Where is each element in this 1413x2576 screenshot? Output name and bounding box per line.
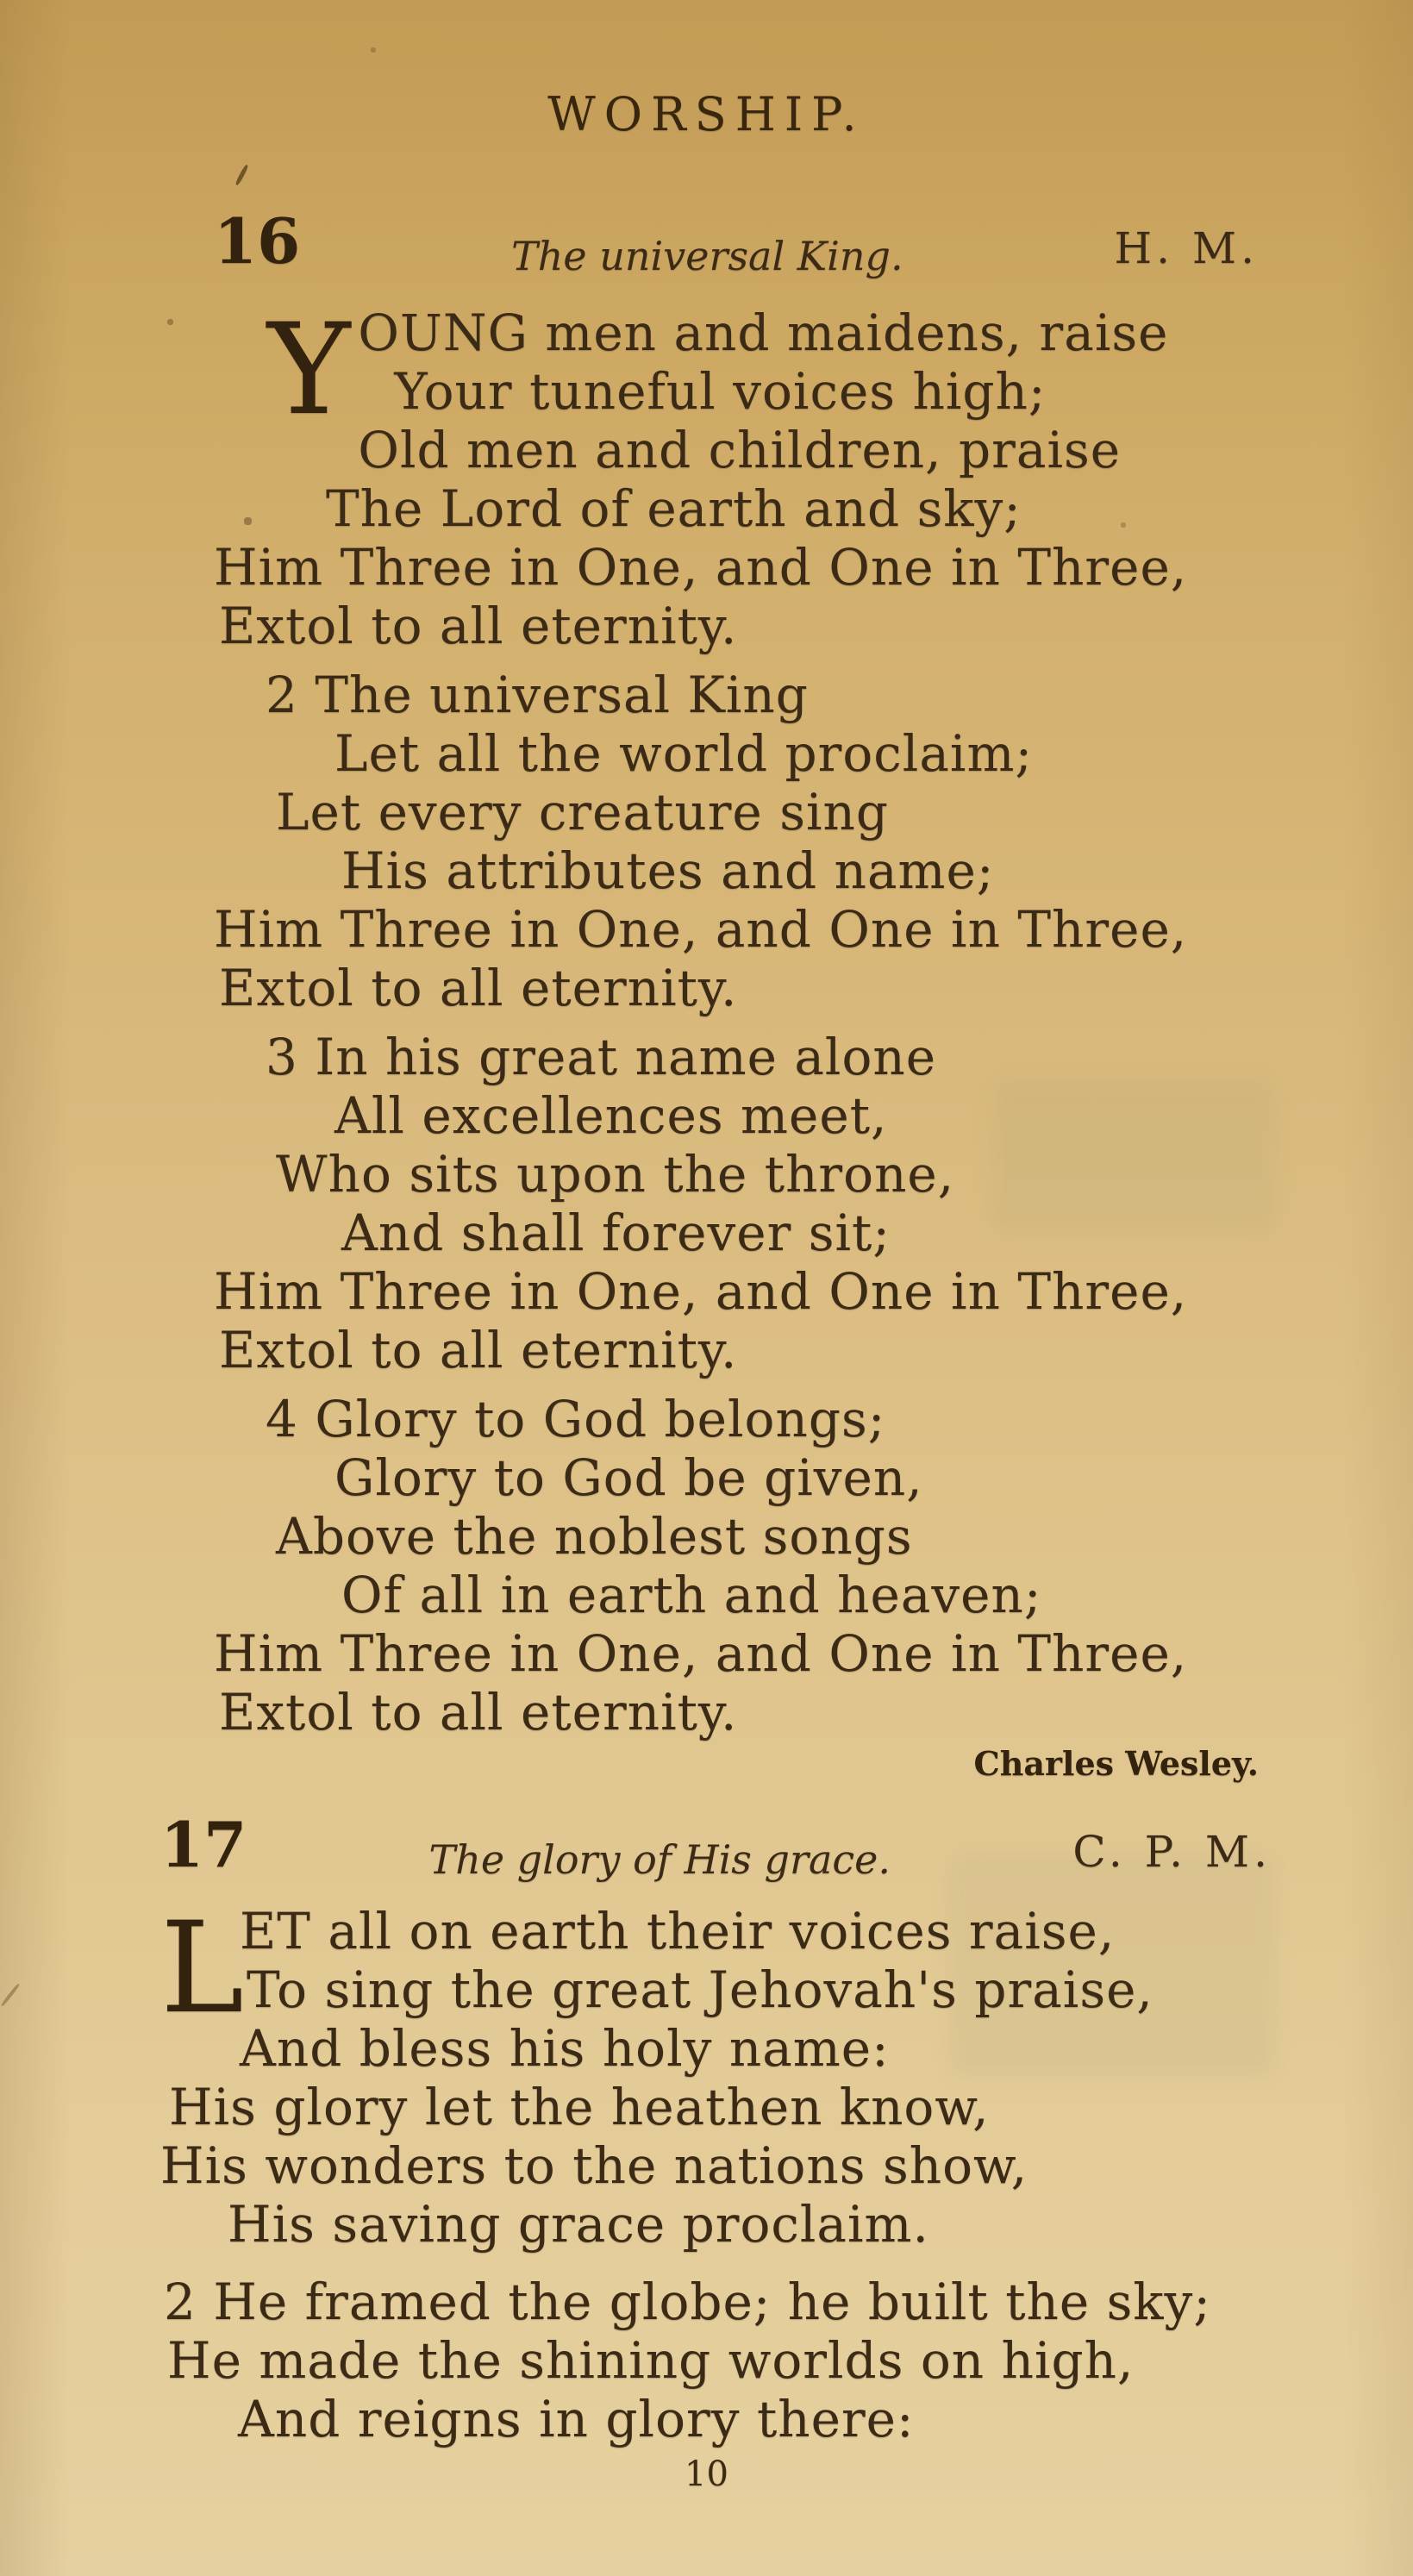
hymn-16-verse-4 [214,1390,1259,1741]
paper-speck [371,47,376,53]
verse-line: Old men and children, praise [358,421,1122,479]
verse-line: Him Three in One, and One in Three, [214,1262,1188,1321]
verse-line: Let all the world proclaim; [334,724,1033,783]
verse-line: Of all in earth and heaven; [341,1566,1042,1624]
verse-line: Extol to all eternity. [219,597,738,655]
verse-line: 4 Glory to God belongs; [266,1390,886,1448]
hymn-16-verse-1 [214,297,1259,655]
verse-line: Above the noblest songs [276,1507,913,1566]
hymn-16 [0,204,1413,1783]
verse-line: His wonders to the nations show, [160,2136,1028,2195]
page-number: 10 [685,2454,728,2494]
hymn-16-verse-2 [214,666,1259,1017]
verse-line: Let every creature sing [276,783,889,841]
verse-line: 3 In his great name alone [266,1028,937,1086]
verse-line: Extol to all eternity. [219,1321,738,1379]
hymn-attribution: Charles Wesley. [973,1744,1259,1783]
hymn-16-verse-3 [214,1028,1259,1379]
verse-line: Extol to all eternity. [219,1683,738,1741]
verse-line: 2 He framed the globe; he built the sky; [164,2273,1211,2331]
dropcap-initial: Y [267,297,352,443]
verse-line: All excellences meet, [334,1086,888,1145]
verse-line: His glory let the heathen know, [169,2078,990,2136]
verse-line: 2 The universal King [266,666,809,724]
verse-line: His attributes and name; [341,841,995,900]
verse-line: And shall forever sit; [341,1204,891,1262]
hymn-title: The glory of His grace. [428,1836,891,1883]
dropcap-initial: L [160,1895,245,2041]
hymn-17-verse-1 [160,1895,1272,2254]
verse-line: He made the shining worlds on high, [167,2331,1135,2390]
ink-stain-mark [234,164,249,185]
verse-line: His saving grace proclaim. [228,2195,929,2254]
verse-line: The Lord of earth and sky; [326,479,1022,538]
verse-line: And bless his holy name: [239,2019,890,2078]
hymn-meter-label: H. M. [1114,223,1259,273]
hymn-number: 17 [160,1808,247,1881]
verse-line: Him Three in One, and One in Three, [214,538,1188,597]
hymn-17-header [160,1808,1272,1883]
verse-line: Glory to God be given, [334,1448,923,1507]
hymn-meter-label: C. P. M. [1072,1827,1272,1877]
verse-line: Your tuneful voices high; [394,362,1047,421]
verse-line: Who sits upon the throne, [276,1145,955,1204]
hymn-17 [0,1808,1413,2448]
verse-line: Extol to all eternity. [219,959,738,1017]
hymn-17-verse-2 [160,2273,1272,2448]
verse-line: Him Three in One, and One in Three, [214,900,1188,959]
hymn-number: 16 [214,204,301,278]
verse-line: To sing the great Jehovah's praise, [246,1960,1154,2019]
verse-line: ET all on earth their voices raise, [239,1902,1116,1960]
hymn-16-header [214,204,1259,279]
verse-line: Him Three in One, and One in Three, [214,1624,1188,1683]
running-head: WORSHIP. [547,87,866,141]
verse-line: And reigns in glory there: [238,2390,915,2448]
hymn-title: The universal King. [511,233,903,279]
verse-line: OUNG men and maidens, raise [358,303,1169,362]
